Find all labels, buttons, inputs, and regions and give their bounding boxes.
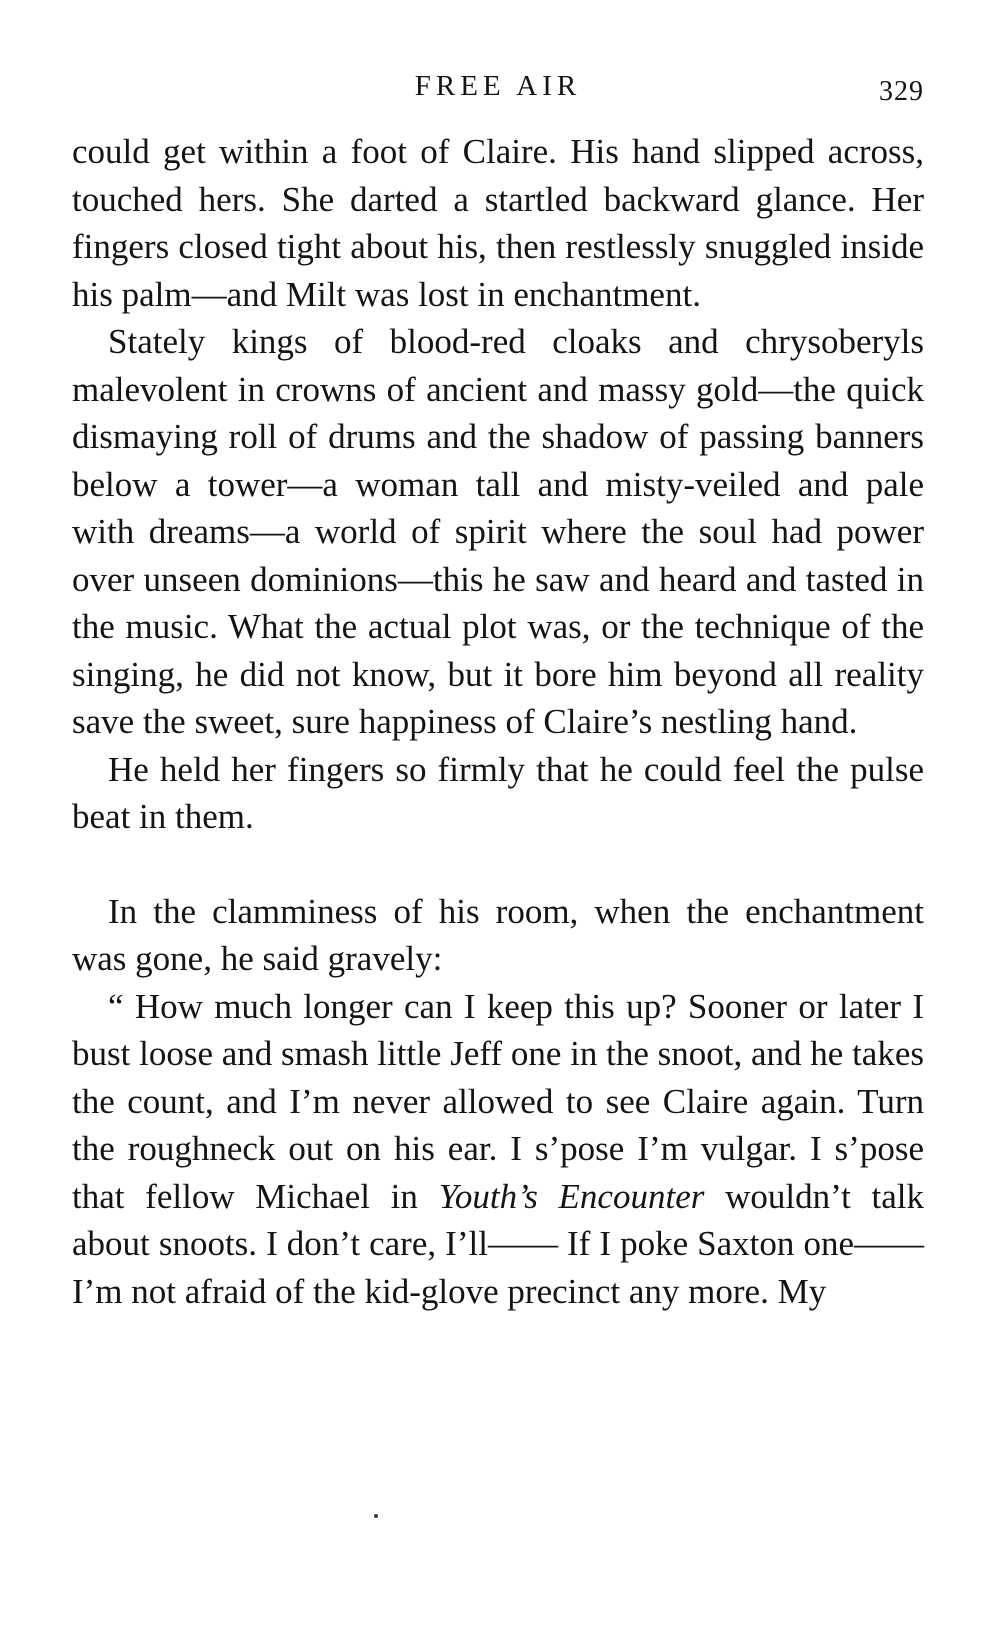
paragraph-5-text-end: wouldn’t talk about snoots. I don’t care, I’ll—— If I poke Saxton one—— I’m not afraid of the kid-glove precinct any more. My [72, 1176, 924, 1311]
page-number: 329 [879, 76, 924, 107]
book-title-italic: Youth’s Encounter [438, 1176, 705, 1216]
paragraph-1: could get within a foot of Claire. His hand slipped across, touched hers. She darted a startled backward glance. Her fingers closed tight about his, then restlessly snuggled inside his palm—and Milt was lost in enchantment. [72, 132, 924, 314]
printer-mark [374, 1514, 378, 1518]
paragraph-3: He held her fingers so firmly that he could feel the pulse beat in them. [72, 749, 924, 836]
running-title: FREE AIR [414, 70, 582, 102]
paragraph-2: Stately kings of blood-red cloaks and chrysoberyls malevolent in crowns of ancient and massy gold—the quick dismaying roll of drums and the shadow of passing banners below a tower—a woman tall and misty-veiled and pale with dreams—a world of spirit where the soul had power over unseen dominions—this he saw and heard and tasted in the music. What the actual plot was, or the technique of the singing, he did not know, but it bore him beyond all reality save the sweet, sure happiness of Claire’s nestling hand. [72, 322, 924, 741]
paragraph-5 [72, 983, 924, 1316]
body-text [72, 128, 924, 1315]
paragraph-4: In the clamminess of his room, when the enchantment was gone, he said gravely: [72, 891, 924, 978]
page-header [72, 70, 924, 110]
paragraph-5-text-start: “ How much longer can I keep this up? Sooner or later I bust loose and smash little Jeff one in the snoot, and he takes the count, and I’m never allowed to see Claire again. Turn the roughneck out on his ear. I s’pose I’m vulgar. I s’pose that fellow Michael in [72, 986, 924, 1216]
section-break [72, 841, 924, 888]
